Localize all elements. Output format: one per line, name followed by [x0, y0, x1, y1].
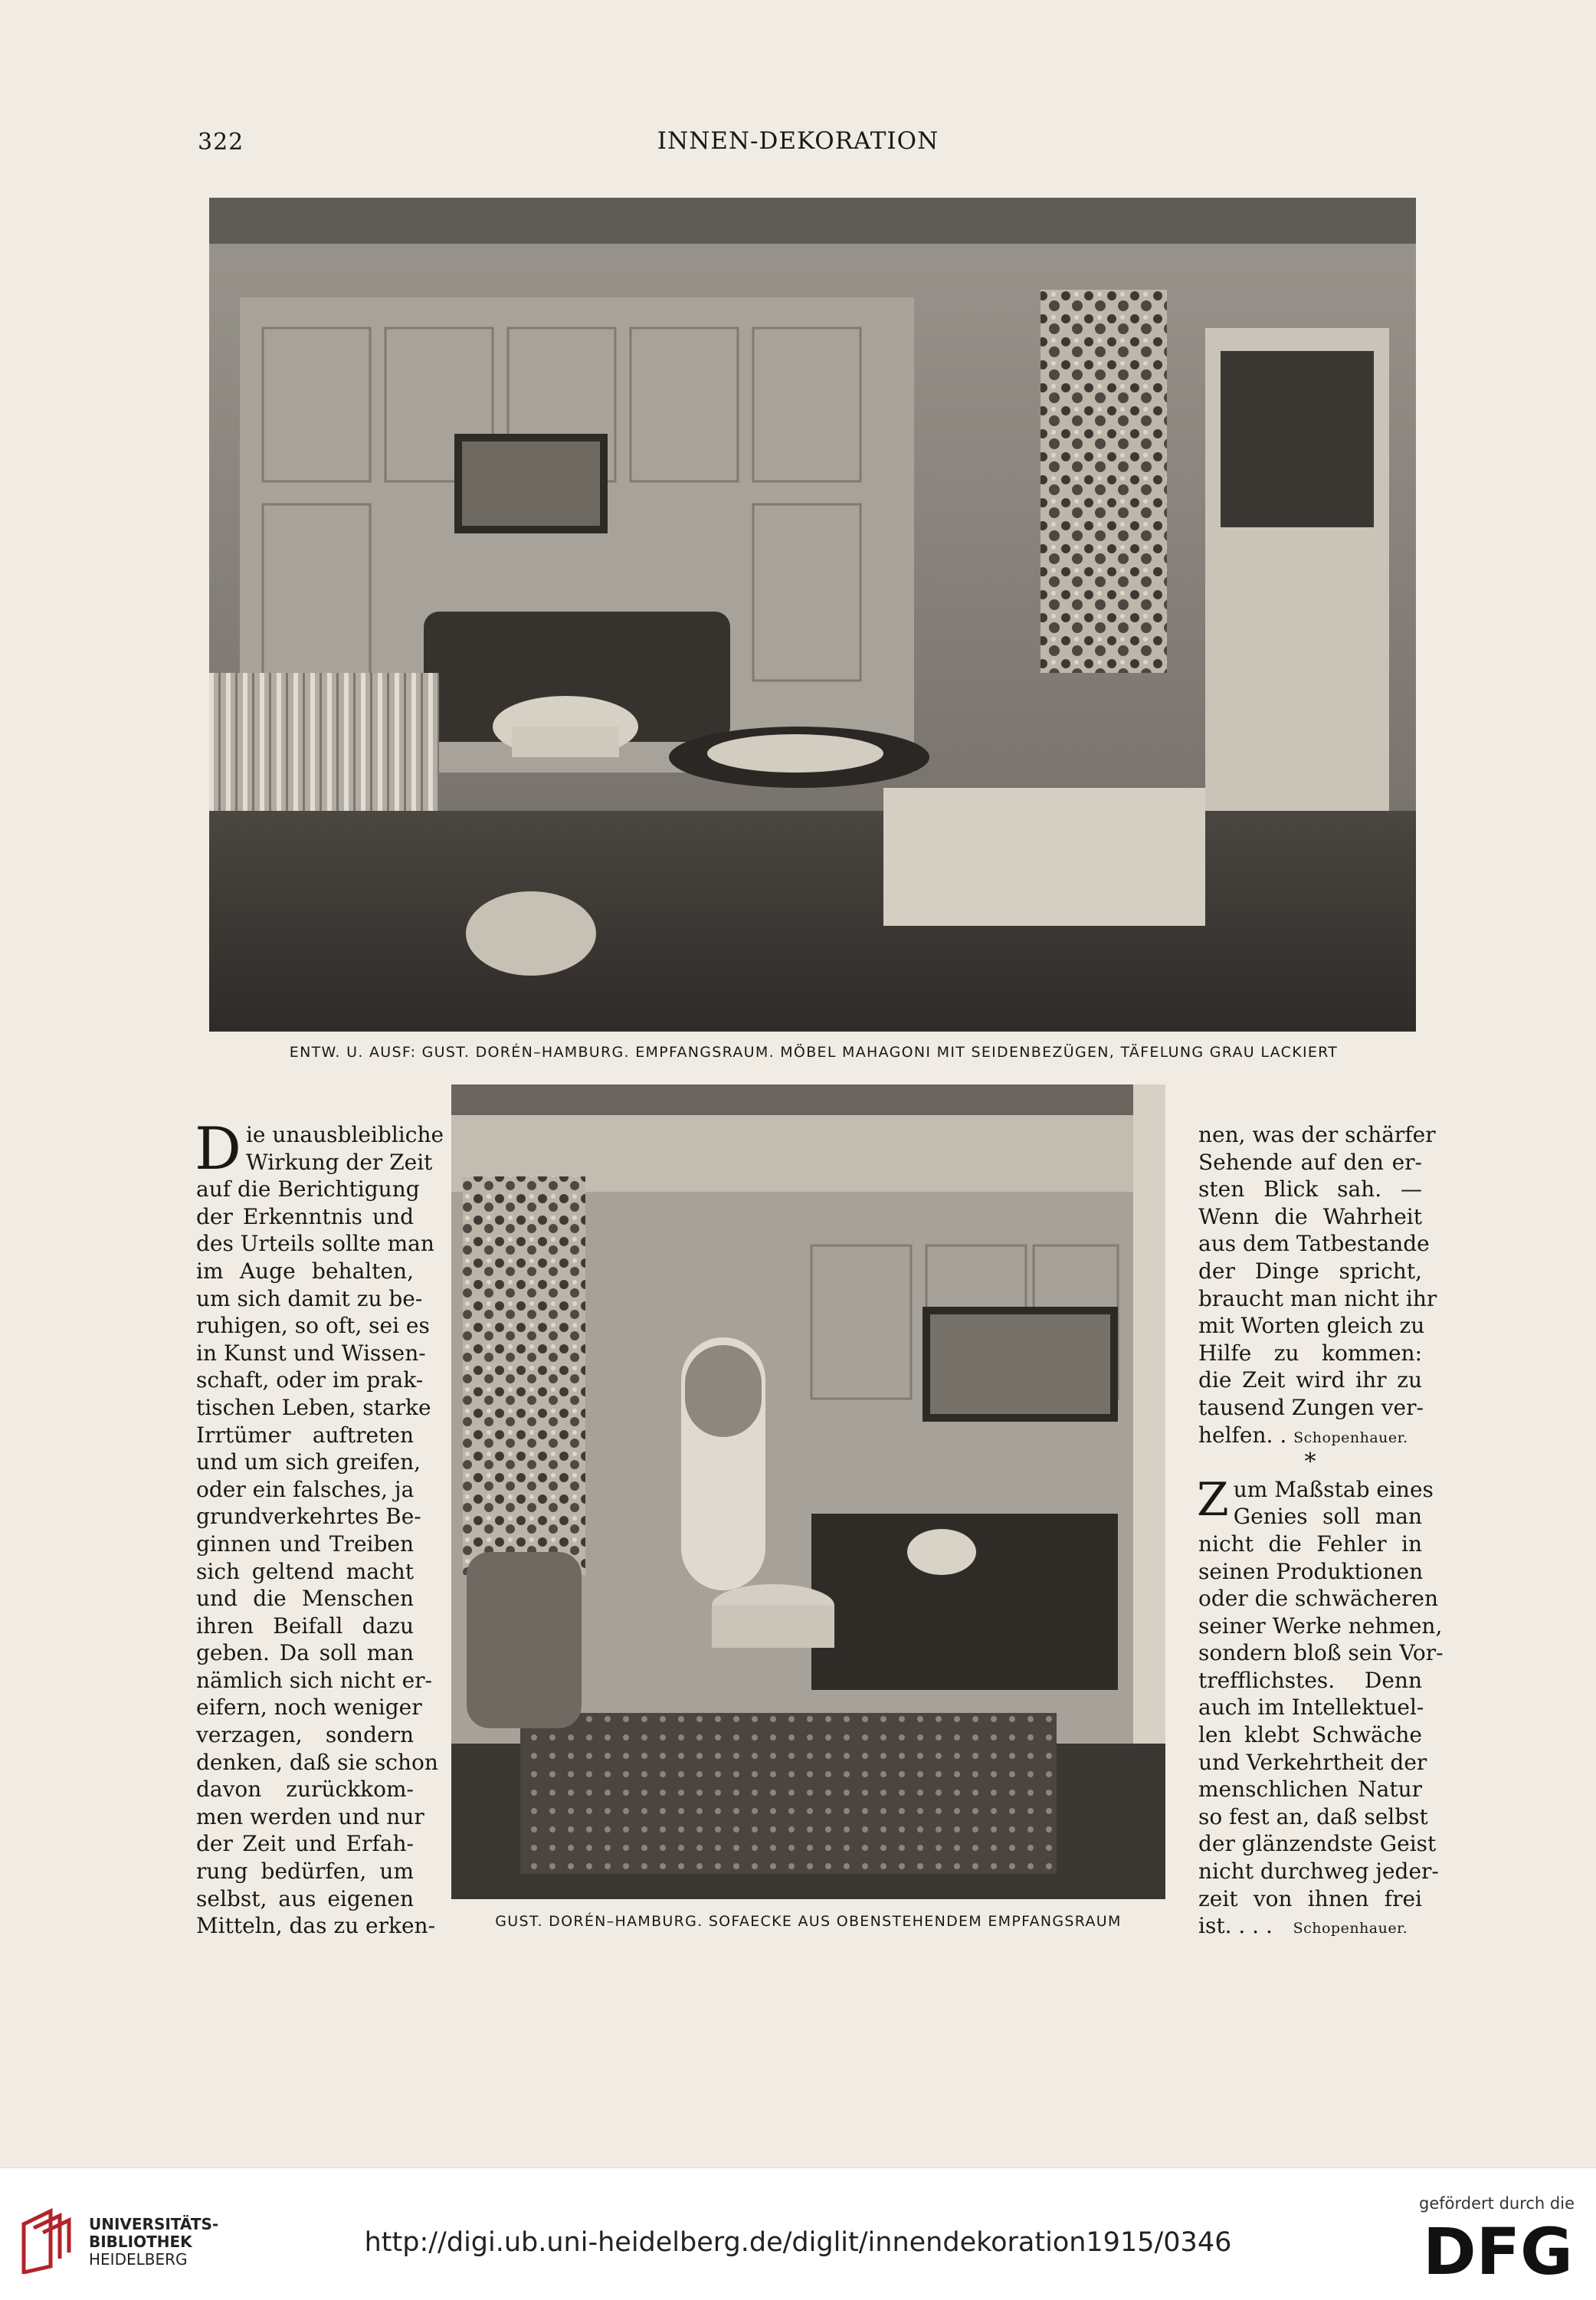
- text-line: ginnen und Treiben: [196, 1531, 414, 1557]
- text-line: rung bedürfen, um: [196, 1859, 414, 1885]
- text-line: trefflichstes. Denn: [1198, 1667, 1422, 1693]
- section-separator: *: [1304, 1449, 1316, 1476]
- text-line: der glänzendste Geist: [1198, 1831, 1437, 1857]
- text-line: Sehende auf den er-: [1198, 1149, 1422, 1175]
- text-line: tausend Zungen ver-: [1198, 1394, 1424, 1420]
- text-line: oder die schwächeren: [1198, 1586, 1439, 1612]
- text-line: Wirkung der Zeit: [245, 1149, 433, 1175]
- permalink-url[interactable]: http://digi.ub.uni-heidelberg.de/diglit/innendekoration1915/0346: [364, 2227, 1232, 2258]
- text-line: oder ein falsches, ja: [196, 1476, 415, 1502]
- text-line: und die Menschen: [196, 1586, 414, 1612]
- text-line: helfen. .: [1198, 1422, 1287, 1448]
- text-line: des Urteils sollte man: [196, 1231, 434, 1257]
- text-line: braucht man nicht ihr: [1198, 1285, 1437, 1311]
- text-line: und Verkehrtheit der: [1198, 1749, 1427, 1775]
- text-line: nicht die Fehler in: [1198, 1531, 1422, 1557]
- signature-schopenhauer: Schopenhauer.: [1293, 1920, 1408, 1937]
- text-line: der Erkenntnis und: [196, 1203, 414, 1229]
- text-line: selbst, aus eigenen: [196, 1885, 414, 1911]
- text-line: sich geltend macht: [196, 1558, 414, 1584]
- caption-top-photo: ENTW. U. AUSF: GUST. DORÉN–HAMBURG. EMPFANGSRAUM. MÖBEL MAHAGONI MIT SEIDENBEZÜGEN, TÄFELUNG GRAU LACKIERT: [289, 1044, 1339, 1061]
- text-line: die Zeit wird ihr zu: [1198, 1367, 1422, 1393]
- text-line: Wenn die Wahrheit: [1198, 1203, 1422, 1229]
- text-line: Mitteln, das zu erken-: [196, 1913, 436, 1939]
- text-line: tischen Leben, starke: [196, 1394, 431, 1420]
- text-line: schaft, oder im prak-: [196, 1367, 424, 1393]
- text-line: geben. Da soll man: [196, 1640, 414, 1666]
- dfg-logo-icon[interactable]: [1420, 2219, 1573, 2280]
- drop-cap: D: [195, 1114, 241, 1183]
- text-line: denken, daß sie schon: [196, 1749, 438, 1775]
- text-line-with-signature: [1198, 1912, 1422, 1940]
- text-line: der Zeit und Erfah-: [196, 1831, 414, 1857]
- library-name-line: BIBLIOTHEK: [89, 2233, 192, 2251]
- text-line: um sich damit zu be-: [196, 1285, 423, 1311]
- library-name-line: UNIVERSITÄTS-: [89, 2215, 219, 2233]
- text-line: auf die Berichtigung: [196, 1176, 420, 1202]
- text-line: seiner Werke nehmen,: [1198, 1613, 1443, 1639]
- text-line: ihren Beifall dazu: [196, 1613, 414, 1639]
- photo-sofa-corner: [451, 1084, 1165, 1899]
- text-line: in Kunst und Wissen-: [196, 1340, 426, 1366]
- text-column-left: [195, 1114, 444, 1940]
- text-line: seinen Produktionen: [1198, 1558, 1424, 1584]
- text-line: aus dem Tatbestande: [1198, 1231, 1430, 1257]
- text-line: grundverkehrtes Be-: [196, 1504, 421, 1530]
- text-line: len klebt Schwäche: [1198, 1722, 1422, 1748]
- text-column-right: [1197, 1121, 1444, 1940]
- text-line: ie unausbleibliche: [245, 1122, 444, 1147]
- running-title: INNEN-DEKORATION: [657, 127, 939, 155]
- text-line: so fest an, daß selbst: [1198, 1803, 1428, 1829]
- text-line: nen, was der schärfer: [1198, 1122, 1436, 1147]
- text-line: mit Worten gleich zu: [1198, 1313, 1425, 1339]
- text-line: Hilfe zu kommen:: [1198, 1340, 1422, 1366]
- text-line: sondern bloß sein Vor-: [1198, 1640, 1444, 1666]
- text-line: Irrtümer auftreten: [196, 1422, 414, 1448]
- drop-cap: Z: [1197, 1472, 1229, 1527]
- signature-schopenhauer: Schopenhauer.: [1293, 1429, 1408, 1446]
- text-line: verzagen, sondern: [196, 1722, 414, 1748]
- text-line: auch im Intellektuel-: [1198, 1695, 1424, 1721]
- funded-by-label: gefördert durch die: [1419, 2194, 1575, 2213]
- text-line: nicht durchweg jeder-: [1198, 1859, 1439, 1885]
- page-number: 322: [198, 129, 244, 156]
- text-line-with-signature: [1198, 1422, 1422, 1449]
- text-line: Genies soll man: [1233, 1504, 1422, 1530]
- text-line: zeit von ihnen frei: [1198, 1885, 1422, 1911]
- text-line: der Dinge spricht,: [1198, 1258, 1422, 1284]
- text-line: eifern, noch weniger: [196, 1695, 422, 1721]
- text-line: sten Blick sah. —: [1198, 1176, 1422, 1202]
- photo-reception-room: [209, 198, 1416, 1032]
- text-line: im Auge behalten,: [196, 1258, 414, 1284]
- text-line: menschlichen Natur: [1198, 1777, 1422, 1803]
- text-line: um Maßstab eines: [1233, 1476, 1434, 1502]
- text-line: men werden und nur: [196, 1803, 424, 1829]
- text-line: ruhigen, so oft, sei es: [196, 1313, 430, 1339]
- text-line: davon zurückkom-: [196, 1777, 414, 1803]
- text-line: ist. . . .: [1198, 1913, 1273, 1939]
- text-line: nämlich sich nicht er-: [196, 1667, 433, 1693]
- dfg-logo-text: DFG: [1422, 2219, 1573, 2280]
- library-name-line: HEIDELBERG: [89, 2250, 188, 2269]
- digitization-footer: [0, 2167, 1596, 2300]
- text-line: und um sich greifen,: [196, 1449, 421, 1475]
- caption-bottom-photo: GUST. DORÉN–HAMBURG. SOFAECKE AUS OBENSTEHENDEM EMPFANGSRAUM: [495, 1913, 1122, 1930]
